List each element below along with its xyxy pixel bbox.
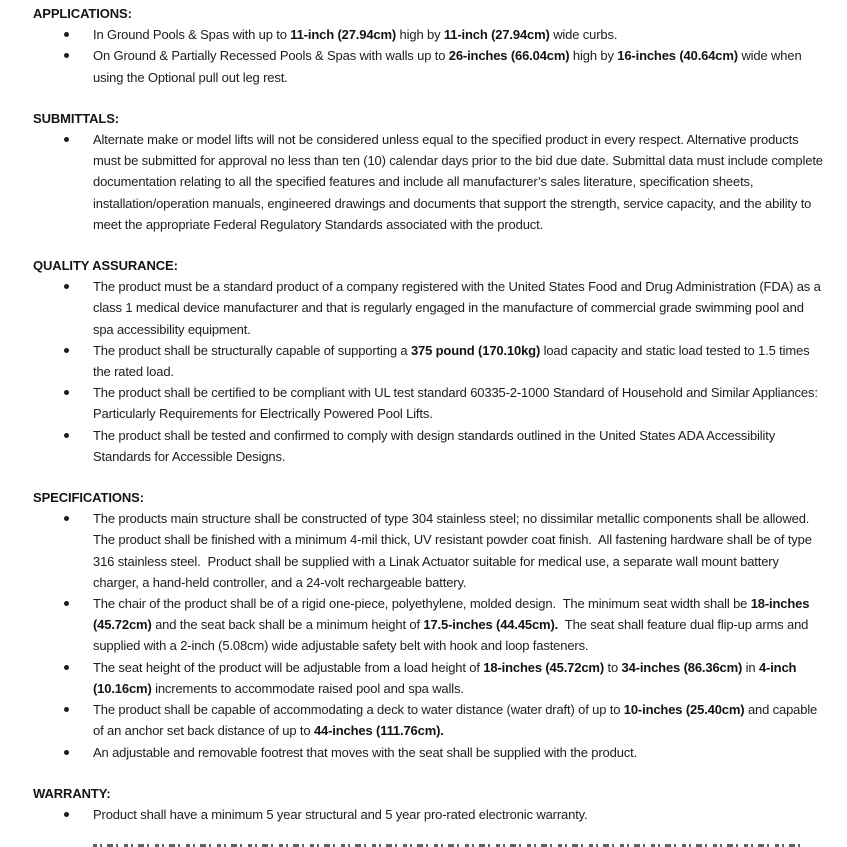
bullet-icon: [64, 137, 69, 142]
bold-text-run: 44-inches (111.76cm).: [313, 723, 444, 739]
bullet-item: [33, 508, 825, 593]
bold-text-run: 16-inches (40.64cm): [617, 48, 738, 64]
bullet-item: [33, 340, 825, 382]
bullet-item: [33, 276, 825, 340]
section-specifications: [33, 487, 825, 763]
text-run: in: [742, 659, 759, 675]
text-run: The seat height of the product will be adjustable from a load height of: [93, 659, 484, 675]
text-run: wide curbs.: [549, 27, 618, 43]
text-run: The product must be a standard product of a company registered with the United States Food and Drug Administration (FDA) as a class 1 medical device manufacturer and that is regularly engaged in the manufacture of commercial grade swimming pool and spa accessibility equipment.: [93, 279, 825, 337]
text-run: Alternate make or model lifts will not be considered unless equal to the specified product in every respect. Alternative products must be submitted for approval no less than ten (10) calendar days prior to the bid due date. Submittal data must include complete documentation relating to all the specified features and include all manufacturer’s sales literature, specification sheets, installation/operation manuals, engineered drawings and documents that support the strength, service capacity, and the ability to meet the appropriate Federal Regulatory Standards associated with the product.: [93, 132, 827, 232]
section-heading: QUALITY ASSURANCE:: [33, 258, 178, 274]
text-run: The product shall be capable of accommodating a deck to water distance (water draft) of up to: [93, 702, 624, 718]
text-run: The product shall be tested and confirmed to comply with design standards outlined in the United States ADA Accessibility Standards for Accessible Designs.: [93, 427, 779, 464]
section-warranty: [33, 783, 825, 825]
bullet-icon: [64, 284, 69, 289]
bold-text-run: 34-inches (86.36cm): [621, 659, 743, 675]
bullet-text: [93, 428, 779, 464]
bold-text-run: 375 pound (170.10kg): [410, 342, 541, 358]
text-run: high by: [569, 48, 618, 64]
text-run: The chair of the product shall be of a rigid one-piece, polyethylene, molded design. The minimum seat width shall be: [93, 596, 751, 612]
section-quality-assurance: [33, 255, 825, 467]
text-run: and the seat back shall be a minimum height of: [151, 617, 424, 633]
text-run: load capacity and static load tested to 1.5 times the rated load.: [93, 342, 813, 380]
section-heading: SPECIFICATIONS:: [33, 490, 144, 506]
bullet-text: [93, 279, 824, 336]
bullet-item: [33, 382, 825, 424]
text-run: to: [604, 659, 622, 675]
bullet-text: [93, 702, 821, 738]
text-run: The product shall be structurally capable of supporting a: [93, 342, 411, 358]
section-heading: SUBMITTALS:: [33, 110, 120, 126]
text-run: and capable of an anchor set back distance of up to: [93, 702, 821, 739]
text-run: wide when using the Optional pull out leg rest.: [93, 48, 805, 85]
text-run: In Ground Pools & Spas with up to: [93, 27, 291, 43]
bullet-list: [33, 276, 825, 467]
bullet-icon: [64, 433, 69, 438]
text-run: The seat shall feature dual flip-up arms and supplied with a 2-inch (5.08cm) wide adjustable safety belt with hook and loop fasteners.: [93, 617, 812, 654]
text-run: The product shall be certified to be compliant with UL test standard 60335-2-1000 Standard of Household and Similar Appliances: Particularly Requirements for Electrically Powered Pool Lifts.: [93, 385, 822, 422]
section-heading: APPLICATIONS:: [33, 6, 132, 21]
text-run: Product shall have a minimum 5 year structural and 5 year pro-rated electronic warranty.: [93, 806, 588, 822]
bullet-item: [33, 24, 825, 45]
bullet-list: [33, 24, 825, 88]
bullet-item: [33, 129, 825, 235]
bullet-icon: [64, 53, 69, 58]
bold-text-run: 4-inch (10.16cm): [93, 659, 800, 696]
text-run: An adjustable and removable footrest that moves with the seat shall be supplied with the product.: [93, 744, 638, 760]
bold-text-run: 26-inches (66.04cm): [448, 48, 570, 64]
text-run: increments to accommodate raised pool and spa walls.: [151, 680, 464, 696]
bullet-list: [33, 508, 825, 762]
text-run: The products main structure shall be constructed of type 304 stainless steel; no dissimilar metallic components shall be allowed. The product shall be finished with a minimum 4-mil thick, UV resistant powder coat finish. All fastening hardware shall be of type 316 stainless steel. Product shall be supplied with a Linak Actuator suitable for medical use, a separate wall mount battery charger, a hand-held controller, and a 24-volt rechargeable battery.: [93, 511, 816, 590]
bullet-text: [93, 343, 813, 379]
bullet-icon: [64, 32, 69, 37]
bullet-icon: [64, 707, 69, 712]
bullet-text: [93, 132, 826, 232]
bullet-item: [33, 45, 825, 87]
section-submittals: [33, 108, 825, 235]
bullet-icon: [64, 601, 69, 606]
bold-text-run: 11-inch (27.94cm): [443, 27, 550, 43]
bullet-icon: [64, 665, 69, 670]
bullet-text: [93, 511, 816, 590]
bold-text-run: 17.5-inches (44.45cm).: [423, 617, 559, 633]
bullet-item: [33, 593, 825, 657]
bold-text-run: 18-inches (45.72cm): [93, 596, 813, 633]
bullet-text: [93, 27, 617, 42]
bullet-icon: [64, 750, 69, 755]
section-applications: [33, 3, 825, 88]
text-run: high by: [396, 27, 444, 43]
bullet-item: [33, 742, 825, 763]
bullet-list: [33, 804, 825, 825]
bullet-text: [93, 385, 821, 421]
bullet-item: [33, 425, 825, 467]
bullet-item: [33, 657, 825, 699]
bullet-text: [93, 596, 813, 653]
bullet-icon: [64, 348, 69, 353]
bullet-text: [93, 807, 588, 822]
bold-text-run: 18-inches (45.72cm): [483, 659, 605, 675]
text-run: On Ground & Partially Recessed Pools & Spas with walls up to: [93, 48, 449, 64]
bold-text-run: 11-inch (27.94cm): [290, 27, 397, 43]
bullet-item: [33, 804, 825, 825]
bullet-list: [33, 129, 825, 235]
section-heading: WARRANTY:: [33, 785, 111, 801]
bullet-text: [93, 48, 805, 84]
bullet-icon: [64, 390, 69, 395]
bullet-item: [33, 699, 825, 741]
bullet-text: [93, 745, 637, 760]
bullet-text: [93, 660, 800, 696]
bullet-icon: [64, 812, 69, 817]
bullet-icon: [64, 516, 69, 521]
bold-text-run: 10-inches (25.40cm): [623, 702, 745, 718]
